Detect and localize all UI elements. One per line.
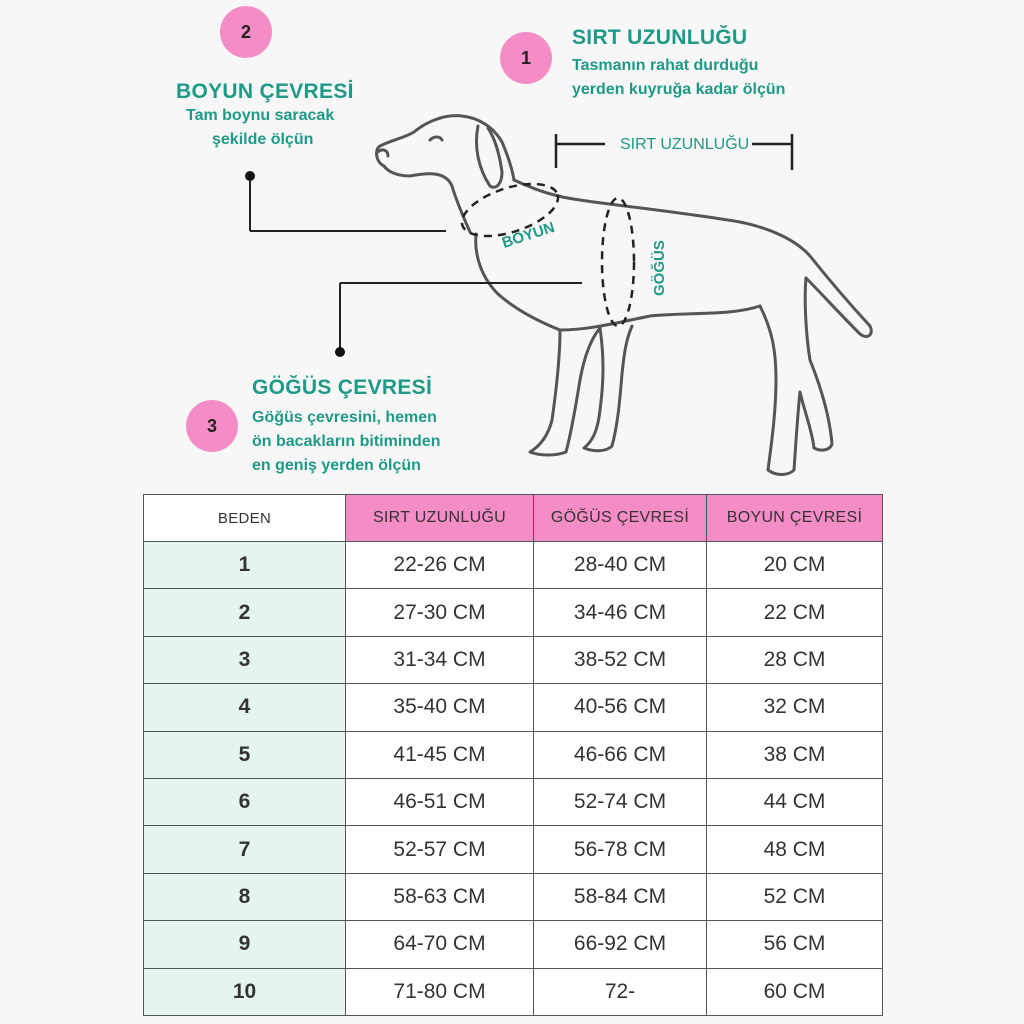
neck-cell: 32 CM — [707, 684, 883, 731]
table-row — [144, 731, 883, 778]
chest-desc-3: en geniş yerden ölçün — [252, 457, 421, 474]
size-cell: 10 — [144, 968, 346, 1015]
neck-cell: 28 CM — [707, 636, 883, 683]
neck-cell: 22 CM — [707, 589, 883, 636]
back-length-cell: 71-80 CM — [346, 968, 534, 1015]
diagram-neck-label: BOYUN — [499, 218, 557, 252]
diagram-back-label: SIRT UZUNLUĞU — [620, 136, 750, 153]
neck-cell: 48 CM — [707, 826, 883, 873]
chest-cell: 58-84 CM — [534, 873, 707, 920]
table-row — [144, 826, 883, 873]
chest-leader-dot — [335, 347, 345, 357]
header-neck: BOYUN ÇEVRESİ — [707, 495, 883, 542]
back-length-cell: 52-57 CM — [346, 826, 534, 873]
back-length-cell: 58-63 CM — [346, 873, 534, 920]
header-size: BEDEN — [144, 495, 346, 542]
table-row — [144, 589, 883, 636]
badge-3: 3 — [186, 400, 238, 452]
neck-cell: 60 CM — [707, 968, 883, 1015]
size-cell: 1 — [144, 542, 346, 589]
chest-desc-1: Göğüs çevresini, hemen — [252, 409, 437, 426]
chest-cell: 66-92 CM — [534, 921, 707, 968]
table-row — [144, 921, 883, 968]
chest-title: GÖĞÜS ÇEVRESİ — [252, 376, 433, 399]
chest-leader-line — [340, 283, 582, 350]
table-row — [144, 778, 883, 825]
chest-measure-ellipse — [602, 198, 634, 326]
size-cell: 6 — [144, 778, 346, 825]
badge-2: 2 — [220, 6, 272, 58]
table-row — [144, 636, 883, 683]
size-cell: 4 — [144, 684, 346, 731]
back-length-cell: 31-34 CM — [346, 636, 534, 683]
table-header-row — [144, 495, 883, 542]
neck-cell: 44 CM — [707, 778, 883, 825]
neck-desc-2: şekilde ölçün — [212, 131, 314, 148]
chest-cell: 40-56 CM — [534, 684, 707, 731]
neck-leader-dot — [245, 171, 255, 181]
neck-cell: 38 CM — [707, 731, 883, 778]
chest-cell: 38-52 CM — [534, 636, 707, 683]
back-length-cell: 46-51 CM — [346, 778, 534, 825]
chest-cell: 28-40 CM — [534, 542, 707, 589]
diagram-chest-label: GÖĞÜS — [651, 240, 668, 296]
size-cell: 5 — [144, 731, 346, 778]
header-back-length: SIRT UZUNLUĞU — [346, 495, 534, 542]
table-row — [144, 873, 883, 920]
size-cell: 2 — [144, 589, 346, 636]
neck-cell: 52 CM — [707, 873, 883, 920]
back-length-desc-1: Tasmanın rahat durduğu — [572, 57, 759, 74]
neck-cell: 20 CM — [707, 542, 883, 589]
neck-title: BOYUN ÇEVRESİ — [176, 80, 354, 103]
size-cell: 8 — [144, 873, 346, 920]
chest-desc-2: ön bacakların bitiminden — [252, 433, 441, 450]
neck-cell: 56 CM — [707, 921, 883, 968]
neck-desc-1: Tam boynu saracak — [186, 107, 335, 124]
size-cell: 9 — [144, 921, 346, 968]
back-length-cell: 27-30 CM — [346, 589, 534, 636]
back-length-title: SIRT UZUNLUĞU — [572, 26, 748, 49]
table-row — [144, 684, 883, 731]
neck-leader-line — [250, 176, 446, 231]
back-length-cell: 41-45 CM — [346, 731, 534, 778]
back-length-desc-2: yerden kuyruğa kadar ölçün — [572, 81, 786, 98]
chest-cell: 46-66 CM — [534, 731, 707, 778]
chest-cell: 52-74 CM — [534, 778, 707, 825]
badge-1: 1 — [500, 32, 552, 84]
back-length-cell: 22-26 CM — [346, 542, 534, 589]
chest-cell: 56-78 CM — [534, 826, 707, 873]
chest-cell: 34-46 CM — [534, 589, 707, 636]
header-chest: GÖĞÜS ÇEVRESİ — [534, 495, 707, 542]
table-row — [144, 968, 883, 1015]
back-length-cell: 64-70 CM — [346, 921, 534, 968]
table-row — [144, 542, 883, 589]
size-cell: 7 — [144, 826, 346, 873]
back-length-cell: 35-40 CM — [346, 684, 534, 731]
size-cell: 3 — [144, 636, 346, 683]
chest-cell: 72- — [534, 968, 707, 1015]
dog-outline — [377, 116, 872, 475]
size-table — [143, 494, 883, 1016]
